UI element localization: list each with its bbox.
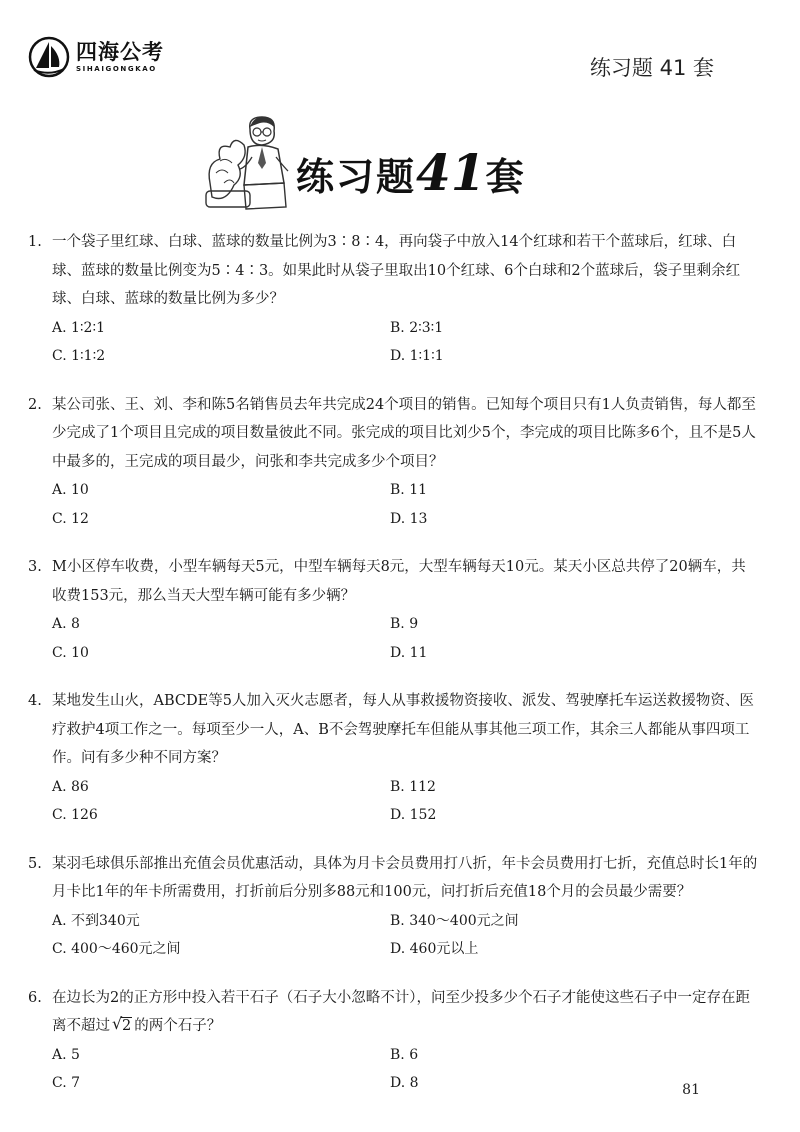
- options: [0, 907, 800, 964]
- question-text: 某羽毛球俱乐部推出充值会员优惠活动，具体为月卡会员费用打八折，年卡会员费用打七折，充值总时长1年的月卡比1年的年卡所需费用，打折前后分别多88元和100元，问打折后充值18个月的会员最少需要？: [52, 855, 758, 900]
- option-a: A. 8: [52, 616, 80, 632]
- question-stem: [0, 391, 800, 477]
- question-number: 3.: [28, 559, 42, 575]
- option-c: C. 10: [52, 644, 89, 661]
- page-title: [296, 143, 526, 202]
- title-area: [0, 105, 800, 215]
- option-b: B. 9: [390, 616, 419, 632]
- question-number: 2.: [28, 396, 42, 413]
- title-suffix: 套: [485, 155, 526, 199]
- option-d: D. 8: [390, 1075, 419, 1091]
- option-b: B. 2∶3∶1: [390, 319, 444, 336]
- option-d: D. 152: [390, 807, 437, 823]
- question-stem: [0, 687, 800, 773]
- question-text: M小区停车收费，小型车辆每天5元，中型车辆每天8元，大型车辆每天10元。某天小区总共停了20辆车，共收费153元，那么当天大型车辆可能有多少辆？: [52, 559, 746, 604]
- options: [0, 1041, 800, 1098]
- option-d: D. 13: [390, 510, 428, 527]
- option-b: B. 11: [390, 482, 428, 498]
- options: [0, 773, 800, 830]
- option-a: A. 1∶2∶1: [52, 319, 106, 336]
- radicand: 2: [122, 1018, 132, 1034]
- option-d: D. 1∶1∶1: [390, 348, 444, 364]
- question-text-after: 的两个石子？: [134, 1018, 222, 1034]
- option-a: A. 5: [52, 1046, 80, 1063]
- question-text: 一个袋子里红球、白球、蓝球的数量比例为3∶8∶4，再向袋子中放入14个红球和若干个蓝球后，红球、白球、蓝球的数量比例变为5∶4∶3。如果此时从袋子里取出10个红球、6个白球和2个蓝球后，袋子里剩余红球、白球、蓝球的数量比例为多少？: [52, 234, 741, 307]
- sailboat-logo-icon: [28, 36, 70, 78]
- question-4: [0, 687, 800, 830]
- option-c: C. 1∶1∶2: [52, 348, 106, 364]
- question-text: 某地发生山火，ABCDE等5人加入灭火志愿者，每人从事救援物资接收、派发、驾驶摩托车运送救援物资、医疗救护4项工作之一。每项至少一人，A、B不会驾驶摩托车但能从事其他三项工作，其余三人都能从事四项工作。问有多少种不同方案？: [52, 693, 754, 766]
- question-2: [0, 391, 800, 534]
- logo-english: SIHAIGONGKAO: [76, 65, 157, 73]
- question-stem: [0, 984, 800, 1041]
- question-text: 某公司张、王、刘、李和陈5名销售员去年共完成24个项目的销售。已知每个项目只有1人负责销售，每人都至少完成了1个项目且完成的项目数量彼此不同。张完成的项目比刘少5个，李完成的项目比陈多6个，且不是5人中最多的，王完成的项目最少，问张和李共完成多少个项目？: [52, 396, 756, 470]
- question-list: [0, 228, 800, 1118]
- teacher-cartoon-illustration: [204, 113, 290, 211]
- title-text: 练习题: [296, 155, 417, 199]
- options: [0, 314, 800, 371]
- option-a: A. 86: [52, 778, 89, 795]
- options: [0, 610, 800, 667]
- option-c: C. 126: [52, 807, 98, 823]
- title-number: 41: [416, 143, 486, 202]
- brand-logo: [28, 36, 164, 78]
- question-stem: [0, 850, 800, 907]
- question-number: 4.: [28, 693, 42, 709]
- option-b: B. 340～400元之间: [390, 912, 519, 929]
- options: [0, 476, 800, 533]
- option-b: B. 6: [390, 1046, 419, 1063]
- question-number: 6.: [28, 989, 42, 1006]
- page-header: [0, 0, 800, 100]
- question-stem: [0, 228, 800, 314]
- question-3: [0, 553, 800, 667]
- question-text-before: 在边长为2的正方形中投入若干石子（石子大小忽略不计），问至少投多少个石子才能使这些石子中一定存在距离不超过: [52, 989, 750, 1034]
- running-header-title: 练习题 41 套: [589, 56, 714, 80]
- option-c: C. 7: [52, 1075, 81, 1091]
- option-a: A. 10: [52, 482, 89, 498]
- option-d: D. 460元以上: [390, 941, 479, 957]
- option-c: C. 12: [52, 510, 89, 527]
- question-5: [0, 850, 800, 964]
- logo-chinese: 四海公考: [76, 40, 164, 64]
- question-number: 5.: [28, 855, 42, 872]
- question-stem: [0, 553, 800, 610]
- question-number: 1.: [28, 234, 42, 250]
- page-number: 81: [682, 1082, 700, 1098]
- question-1: [0, 228, 800, 371]
- option-c: C. 400～460元之间: [52, 941, 181, 957]
- option-d: D. 11: [390, 644, 428, 661]
- option-a: A. 不到340元: [52, 912, 140, 929]
- radical-sign-icon: √: [112, 1014, 123, 1033]
- question-6: [0, 984, 800, 1098]
- option-b: B. 112: [390, 778, 436, 795]
- square-root-expression: [112, 1012, 132, 1041]
